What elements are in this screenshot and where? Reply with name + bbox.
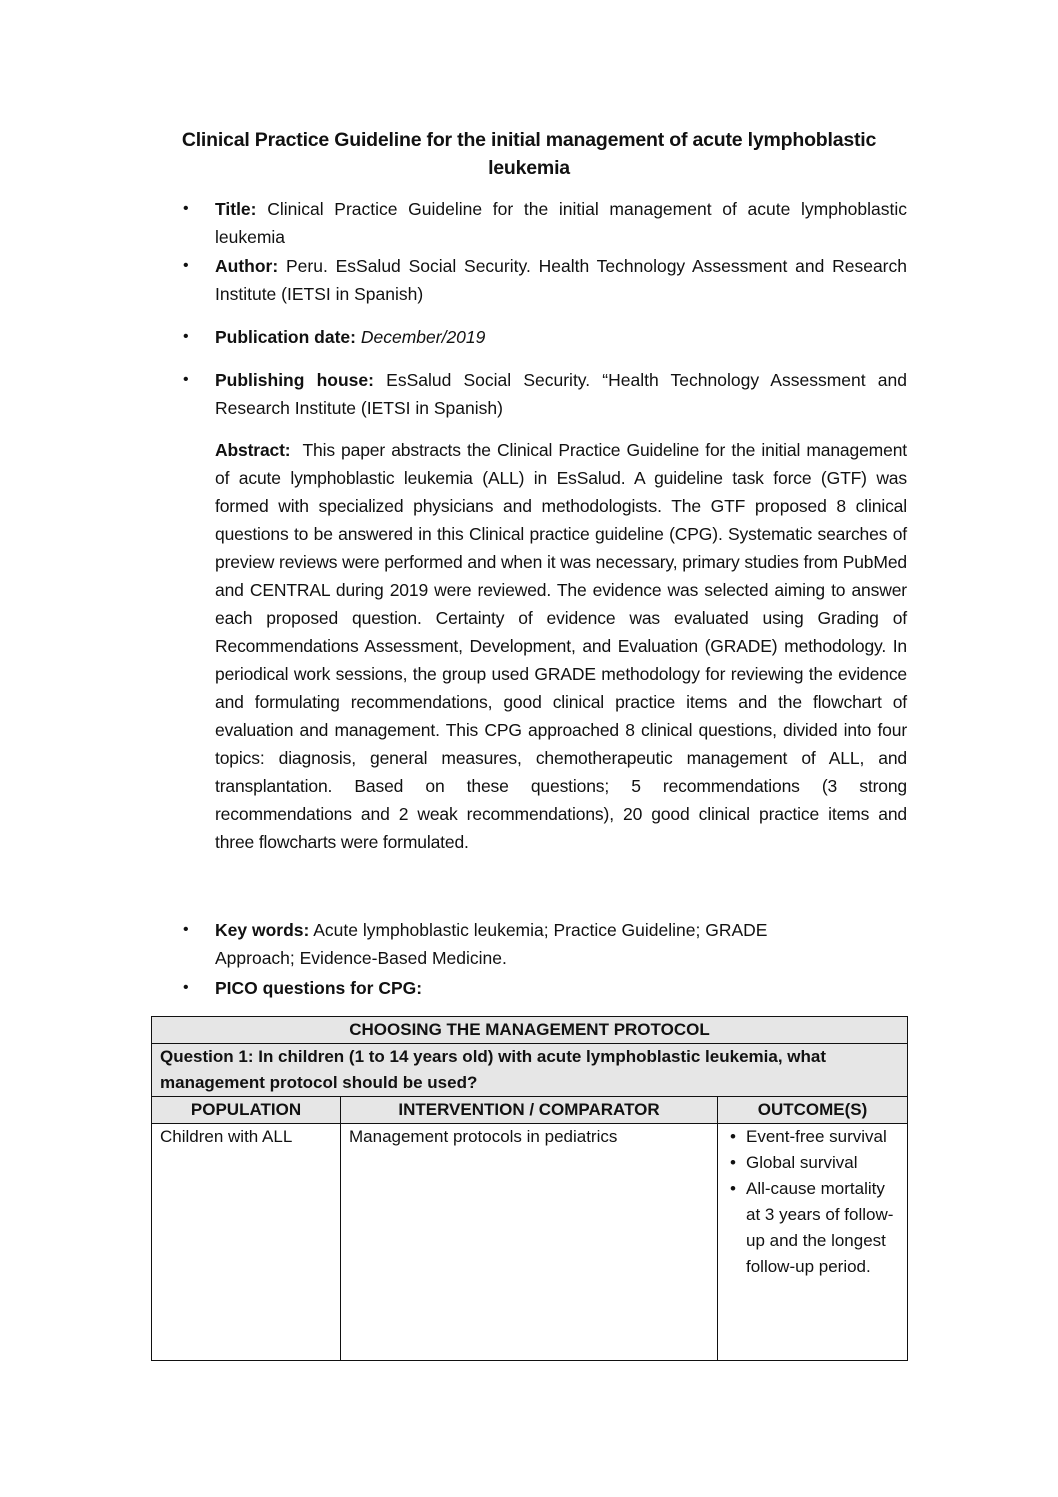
table-question-row [152,1044,908,1097]
list-item: • Global survival [730,1150,897,1176]
bullet-marker: • [183,200,189,217]
pico-table [151,1016,908,1361]
list-item: • All-cause mortality at 3 years of follow-up and the longest follow-up period. [730,1176,897,1280]
publisher-value: EsSalud Social Security. “Health Technology Assessment and Research Institute (IETSI in Spanish) [215,370,907,418]
table-section-header-row [152,1017,908,1044]
intervention-cell: Management protocols in pediatrics [341,1124,718,1361]
keywords-value: Acute lymphoblastic leukemia; Practice Guideline; GRADE Approach; Evidence-Based Medicine. [215,920,768,968]
keywords-item [215,916,835,972]
population-cell: Children with ALL [152,1124,341,1361]
bullet-marker: • [183,979,189,996]
column-header-outcomes: OUTCOME(S) [718,1097,908,1124]
bullet-marker: • [183,921,189,938]
column-header-intervention: INTERVENTION / COMPARATOR [341,1097,718,1124]
question-text: Question 1: In children (1 to 14 years old) with acute lymphoblastic leukemia, what management protocol should be used? [152,1044,908,1097]
table-column-header-row [152,1097,908,1124]
title-label: Title: [215,199,257,219]
outcomes-cell [718,1124,908,1361]
author-value: Peru. EsSalud Social Security. Health Technology Assessment and Research Institute (IETSI in Spanish) [215,256,907,304]
title-item [215,195,907,251]
author-item [215,252,907,308]
pubdate-value: December/2019 [360,327,486,347]
pico-item [215,974,907,1002]
pubdate-label: Publication date: [215,327,356,347]
bullet-marker: • [183,328,189,345]
keywords-label: Key words: [215,920,310,940]
pico-label: PICO questions for CPG: [215,978,423,998]
bullet-marker: • [183,371,189,388]
pubdate-item [215,323,907,351]
abstract-value: This paper abstracts the Clinical Practice Guideline for the initial management of acute lymphoblastic leukemia (ALL) in EsSalud. A guideline task force (GTF) was formed with specialized physicians and methodologists. The GTF proposed 8 clinical questions to be answered in this Clinical practice guideline (CPG). Systematic searches of preview reviews were performed and when it was necessary, primary studies from PubMed and CENTRAL during 2019 were reviewed. The evidence was selected aiming to answer each proposed question. Certainty of evidence was evaluated using Grading of Recommendations Assessment, Development, and Evaluation (GRADE) methodology. In periodical work sessions, the group used GRADE methodology for reviewing the evidence and formulating recommendations, good clinical practice items and the flowchart of evaluation and management. This CPG approached 8 clinical questions, divided into four topics: diagnosis, general measures, chemotherapeutic management of ALL, and transplantation. Based on these questions; 5 recommendations (3 strong recommendations and 2 weak recommendations), 20 good clinical practice items and three flowcharts were formulated. [215,440,907,852]
title-value: Clinical Practice Guideline for the initial management of acute lymphoblastic leukemia [215,199,908,247]
column-header-population: POPULATION [152,1097,341,1124]
document-title: Clinical Practice Guideline for the initial management of acute lymphoblastic leukemia [181,129,877,179]
outcomes-list [730,1124,897,1280]
bullet-marker: • [183,257,189,274]
table-row [152,1124,908,1361]
author-label: Author: [215,256,279,276]
list-item: • Event-free survival [730,1124,897,1150]
publisher-label: Publishing house: [215,370,374,390]
section-header: CHOOSING THE MANAGEMENT PROTOCOL [152,1017,908,1044]
publisher-item [215,366,907,422]
abstract-paragraph [215,436,907,856]
abstract-label: Abstract: [215,440,291,460]
